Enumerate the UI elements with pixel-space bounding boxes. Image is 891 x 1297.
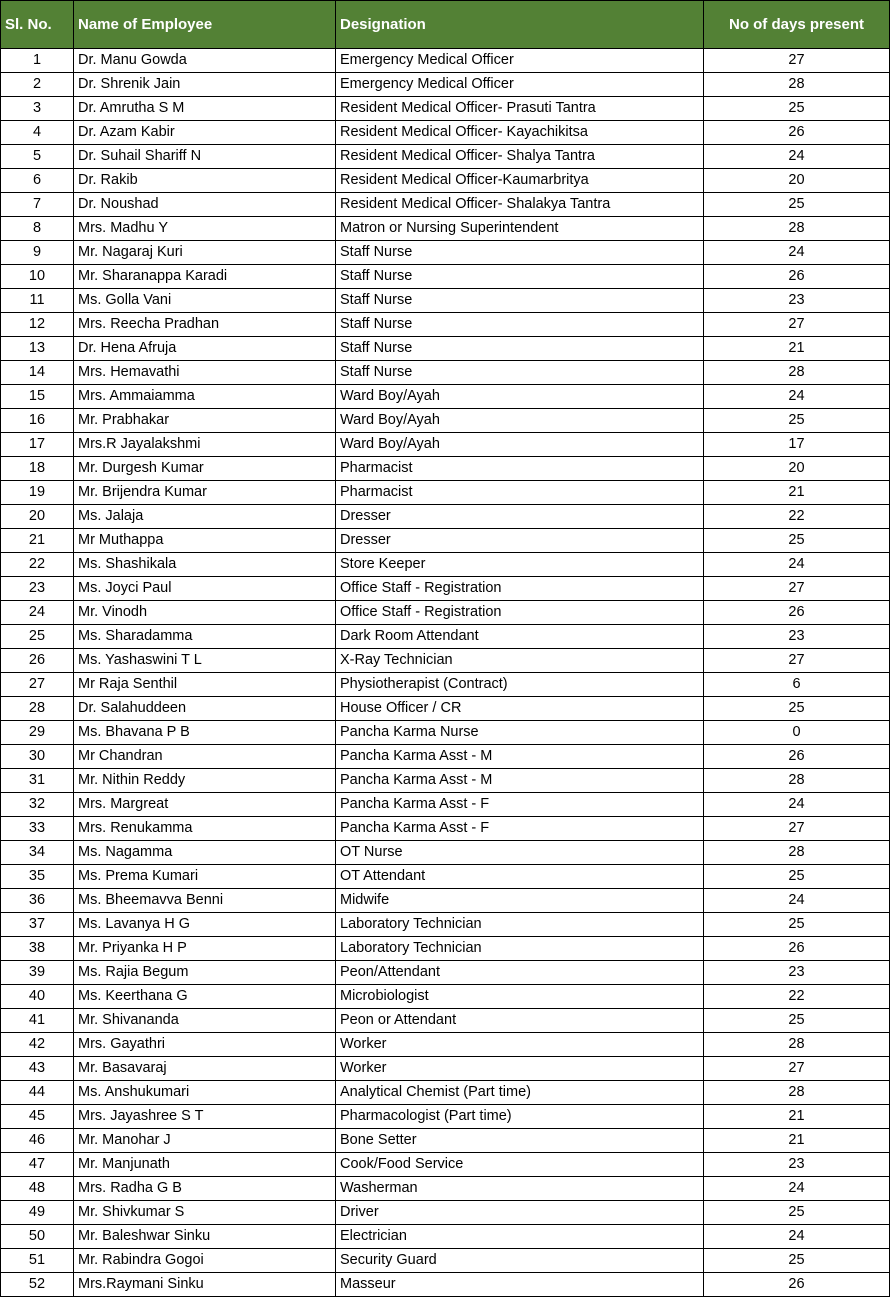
table-row <box>1 1081 890 1105</box>
cell-employee-name: Ms. Prema Kumari <box>74 865 336 889</box>
cell-days-present: 25 <box>704 409 890 433</box>
table-row <box>1 913 890 937</box>
cell-days-present: 21 <box>704 337 890 361</box>
cell-days-present: 24 <box>704 241 890 265</box>
cell-designation: Worker <box>336 1033 704 1057</box>
cell-days-present: 20 <box>704 457 890 481</box>
cell-sl-no: 24 <box>1 601 74 625</box>
table-row <box>1 961 890 985</box>
cell-designation: Worker <box>336 1057 704 1081</box>
cell-employee-name: Dr. Salahuddeen <box>74 697 336 721</box>
table-body <box>1 49 890 1297</box>
cell-designation: Pancha Karma Nurse <box>336 721 704 745</box>
table-row <box>1 1009 890 1033</box>
cell-sl-no: 42 <box>1 1033 74 1057</box>
table-row <box>1 385 890 409</box>
table-row <box>1 985 890 1009</box>
cell-employee-name: Ms. Yashaswini T L <box>74 649 336 673</box>
table-row <box>1 97 890 121</box>
cell-days-present: 17 <box>704 433 890 457</box>
cell-days-present: 28 <box>704 769 890 793</box>
cell-sl-no: 32 <box>1 793 74 817</box>
cell-employee-name: Mrs. Reecha Pradhan <box>74 313 336 337</box>
cell-sl-no: 5 <box>1 145 74 169</box>
cell-days-present: 26 <box>704 1273 890 1297</box>
cell-sl-no: 20 <box>1 505 74 529</box>
cell-sl-no: 22 <box>1 553 74 577</box>
header-employee-name: Name of Employee <box>74 1 336 49</box>
table-header <box>1 1 890 49</box>
cell-days-present: 25 <box>704 1201 890 1225</box>
cell-sl-no: 8 <box>1 217 74 241</box>
cell-days-present: 21 <box>704 1105 890 1129</box>
cell-sl-no: 43 <box>1 1057 74 1081</box>
table-row <box>1 865 890 889</box>
table-row <box>1 889 890 913</box>
cell-designation: Dark Room Attendant <box>336 625 704 649</box>
cell-sl-no: 4 <box>1 121 74 145</box>
cell-sl-no: 51 <box>1 1249 74 1273</box>
cell-employee-name: Mr Raja Senthil <box>74 673 336 697</box>
table-row <box>1 721 890 745</box>
cell-sl-no: 15 <box>1 385 74 409</box>
cell-employee-name: Ms. Jalaja <box>74 505 336 529</box>
cell-days-present: 23 <box>704 289 890 313</box>
table-row <box>1 1033 890 1057</box>
table-row <box>1 193 890 217</box>
cell-designation: Matron or Nursing Superintendent <box>336 217 704 241</box>
table-row <box>1 793 890 817</box>
cell-designation: Microbiologist <box>336 985 704 1009</box>
cell-days-present: 6 <box>704 673 890 697</box>
cell-sl-no: 28 <box>1 697 74 721</box>
cell-designation: Pancha Karma Asst - M <box>336 769 704 793</box>
cell-employee-name: Ms. Bheemavva Benni <box>74 889 336 913</box>
header-row <box>1 1 890 49</box>
table-row <box>1 505 890 529</box>
cell-sl-no: 34 <box>1 841 74 865</box>
table-row <box>1 769 890 793</box>
cell-sl-no: 1 <box>1 49 74 73</box>
cell-days-present: 26 <box>704 265 890 289</box>
table-row <box>1 745 890 769</box>
cell-sl-no: 50 <box>1 1225 74 1249</box>
cell-designation: Ward Boy/Ayah <box>336 385 704 409</box>
cell-designation: Driver <box>336 1201 704 1225</box>
cell-sl-no: 18 <box>1 457 74 481</box>
cell-sl-no: 52 <box>1 1273 74 1297</box>
cell-sl-no: 38 <box>1 937 74 961</box>
cell-sl-no: 21 <box>1 529 74 553</box>
cell-days-present: 26 <box>704 937 890 961</box>
cell-designation: Peon or Attendant <box>336 1009 704 1033</box>
cell-designation: Resident Medical Officer- Shalya Tantra <box>336 145 704 169</box>
cell-employee-name: Ms. Sharadamma <box>74 625 336 649</box>
cell-employee-name: Dr. Noushad <box>74 193 336 217</box>
table-row <box>1 673 890 697</box>
cell-employee-name: Mr. Brijendra Kumar <box>74 481 336 505</box>
cell-designation: Staff Nurse <box>336 313 704 337</box>
cell-designation: OT Nurse <box>336 841 704 865</box>
cell-designation: Masseur <box>336 1273 704 1297</box>
cell-days-present: 25 <box>704 913 890 937</box>
table-row <box>1 241 890 265</box>
cell-employee-name: Mr. Durgesh Kumar <box>74 457 336 481</box>
table-row <box>1 169 890 193</box>
cell-employee-name: Ms. Nagamma <box>74 841 336 865</box>
cell-designation: Office Staff - Registration <box>336 601 704 625</box>
cell-sl-no: 36 <box>1 889 74 913</box>
table-row <box>1 529 890 553</box>
cell-days-present: 24 <box>704 1177 890 1201</box>
cell-designation: Pancha Karma Asst - F <box>336 817 704 841</box>
cell-sl-no: 47 <box>1 1153 74 1177</box>
cell-employee-name: Ms. Golla Vani <box>74 289 336 313</box>
cell-designation: House Officer / CR <box>336 697 704 721</box>
cell-designation: Staff Nurse <box>336 265 704 289</box>
table-row <box>1 625 890 649</box>
cell-sl-no: 39 <box>1 961 74 985</box>
cell-sl-no: 27 <box>1 673 74 697</box>
cell-employee-name: Ms. Shashikala <box>74 553 336 577</box>
cell-employee-name: Dr. Azam Kabir <box>74 121 336 145</box>
cell-designation: Pancha Karma Asst - M <box>336 745 704 769</box>
cell-sl-no: 33 <box>1 817 74 841</box>
cell-designation: Staff Nurse <box>336 337 704 361</box>
cell-sl-no: 48 <box>1 1177 74 1201</box>
cell-sl-no: 25 <box>1 625 74 649</box>
cell-designation: Peon/Attendant <box>336 961 704 985</box>
cell-designation: Staff Nurse <box>336 361 704 385</box>
cell-employee-name: Mrs. Ammaiamma <box>74 385 336 409</box>
cell-days-present: 24 <box>704 1225 890 1249</box>
cell-sl-no: 2 <box>1 73 74 97</box>
table-row <box>1 1129 890 1153</box>
cell-sl-no: 45 <box>1 1105 74 1129</box>
table-row <box>1 1225 890 1249</box>
cell-employee-name: Dr. Hena Afruja <box>74 337 336 361</box>
cell-employee-name: Ms. Rajia Begum <box>74 961 336 985</box>
cell-sl-no: 3 <box>1 97 74 121</box>
cell-designation: Resident Medical Officer- Prasuti Tantra <box>336 97 704 121</box>
cell-days-present: 25 <box>704 1009 890 1033</box>
table-row <box>1 145 890 169</box>
cell-days-present: 20 <box>704 169 890 193</box>
cell-employee-name: Ms. Bhavana P B <box>74 721 336 745</box>
cell-designation: Cook/Food Service <box>336 1153 704 1177</box>
cell-designation: Resident Medical Officer- Shalakya Tantra <box>336 193 704 217</box>
cell-designation: Resident Medical Officer-Kaumarbritya <box>336 169 704 193</box>
cell-employee-name: Mr. Vinodh <box>74 601 336 625</box>
table-row <box>1 73 890 97</box>
cell-designation: Security Guard <box>336 1249 704 1273</box>
cell-days-present: 22 <box>704 505 890 529</box>
cell-days-present: 28 <box>704 1033 890 1057</box>
cell-designation: Bone Setter <box>336 1129 704 1153</box>
cell-employee-name: Mr. Manjunath <box>74 1153 336 1177</box>
cell-employee-name: Ms. Joyci Paul <box>74 577 336 601</box>
cell-employee-name: Mr. Shivananda <box>74 1009 336 1033</box>
table-row <box>1 1201 890 1225</box>
cell-employee-name: Mr. Baleshwar Sinku <box>74 1225 336 1249</box>
cell-sl-no: 16 <box>1 409 74 433</box>
cell-designation: Pancha Karma Asst - F <box>336 793 704 817</box>
cell-designation: Ward Boy/Ayah <box>336 433 704 457</box>
cell-employee-name: Mrs.R Jayalakshmi <box>74 433 336 457</box>
cell-employee-name: Mrs. Radha G B <box>74 1177 336 1201</box>
cell-employee-name: Mr Chandran <box>74 745 336 769</box>
cell-designation: Emergency Medical Officer <box>336 73 704 97</box>
table-row <box>1 841 890 865</box>
cell-designation: Electrician <box>336 1225 704 1249</box>
cell-days-present: 28 <box>704 361 890 385</box>
table-row <box>1 1153 890 1177</box>
cell-designation: Pharmacist <box>336 457 704 481</box>
cell-sl-no: 31 <box>1 769 74 793</box>
cell-days-present: 28 <box>704 841 890 865</box>
cell-designation: Washerman <box>336 1177 704 1201</box>
header-sl-no: Sl. No. <box>1 1 74 49</box>
cell-sl-no: 26 <box>1 649 74 673</box>
cell-employee-name: Dr. Suhail Shariff N <box>74 145 336 169</box>
cell-designation: Ward Boy/Ayah <box>336 409 704 433</box>
table-row <box>1 289 890 313</box>
cell-days-present: 22 <box>704 985 890 1009</box>
cell-sl-no: 14 <box>1 361 74 385</box>
table-row <box>1 313 890 337</box>
cell-days-present: 25 <box>704 697 890 721</box>
cell-designation: Emergency Medical Officer <box>336 49 704 73</box>
cell-sl-no: 40 <box>1 985 74 1009</box>
cell-employee-name: Mrs. Gayathri <box>74 1033 336 1057</box>
table-row <box>1 1273 890 1297</box>
cell-employee-name: Mrs. Madhu Y <box>74 217 336 241</box>
table-row <box>1 1249 890 1273</box>
cell-designation: Physiotherapist (Contract) <box>336 673 704 697</box>
cell-sl-no: 49 <box>1 1201 74 1225</box>
cell-designation: Dresser <box>336 505 704 529</box>
cell-designation: OT Attendant <box>336 865 704 889</box>
cell-designation: Staff Nurse <box>336 289 704 313</box>
cell-designation: Store Keeper <box>336 553 704 577</box>
cell-days-present: 26 <box>704 745 890 769</box>
table-row <box>1 553 890 577</box>
cell-designation: Laboratory Technician <box>336 937 704 961</box>
cell-sl-no: 30 <box>1 745 74 769</box>
cell-days-present: 25 <box>704 865 890 889</box>
cell-employee-name: Dr. Shrenik Jain <box>74 73 336 97</box>
cell-days-present: 28 <box>704 1081 890 1105</box>
table-row <box>1 1105 890 1129</box>
cell-days-present: 28 <box>704 73 890 97</box>
cell-days-present: 27 <box>704 817 890 841</box>
table-row <box>1 49 890 73</box>
cell-days-present: 25 <box>704 529 890 553</box>
cell-days-present: 27 <box>704 313 890 337</box>
cell-sl-no: 6 <box>1 169 74 193</box>
table-row <box>1 937 890 961</box>
cell-employee-name: Mr. Manohar J <box>74 1129 336 1153</box>
table-row <box>1 697 890 721</box>
cell-employee-name: Mr. Nithin Reddy <box>74 769 336 793</box>
cell-employee-name: Ms. Anshukumari <box>74 1081 336 1105</box>
cell-employee-name: Mr. Shivkumar S <box>74 1201 336 1225</box>
cell-designation: Pharmacologist (Part time) <box>336 1105 704 1129</box>
cell-employee-name: Mrs. Jayashree S T <box>74 1105 336 1129</box>
cell-days-present: 0 <box>704 721 890 745</box>
cell-days-present: 27 <box>704 49 890 73</box>
cell-sl-no: 19 <box>1 481 74 505</box>
cell-employee-name: Mr Muthappa <box>74 529 336 553</box>
cell-sl-no: 10 <box>1 265 74 289</box>
table-row <box>1 1177 890 1201</box>
cell-employee-name: Mrs. Hemavathi <box>74 361 336 385</box>
cell-days-present: 28 <box>704 217 890 241</box>
cell-employee-name: Dr. Amrutha S M <box>74 97 336 121</box>
cell-sl-no: 46 <box>1 1129 74 1153</box>
table-row <box>1 121 890 145</box>
cell-employee-name: Mr. Nagaraj Kuri <box>74 241 336 265</box>
cell-days-present: 27 <box>704 1057 890 1081</box>
header-days-present: No of days present <box>704 1 890 49</box>
cell-employee-name: Dr. Manu Gowda <box>74 49 336 73</box>
cell-employee-name: Mr. Sharanappa Karadi <box>74 265 336 289</box>
cell-sl-no: 17 <box>1 433 74 457</box>
table-row <box>1 649 890 673</box>
cell-designation: Resident Medical Officer- Kayachikitsa <box>336 121 704 145</box>
cell-designation: Pharmacist <box>336 481 704 505</box>
cell-days-present: 21 <box>704 1129 890 1153</box>
cell-designation: Staff Nurse <box>336 241 704 265</box>
table-row <box>1 361 890 385</box>
cell-days-present: 27 <box>704 649 890 673</box>
cell-employee-name: Mr. Prabhakar <box>74 409 336 433</box>
cell-days-present: 24 <box>704 385 890 409</box>
cell-sl-no: 7 <box>1 193 74 217</box>
cell-sl-no: 12 <box>1 313 74 337</box>
cell-days-present: 24 <box>704 793 890 817</box>
table-row <box>1 457 890 481</box>
cell-employee-name: Mr. Priyanka H P <box>74 937 336 961</box>
cell-sl-no: 29 <box>1 721 74 745</box>
cell-employee-name: Mrs. Renukamma <box>74 817 336 841</box>
cell-days-present: 23 <box>704 625 890 649</box>
cell-designation: Office Staff - Registration <box>336 577 704 601</box>
cell-days-present: 25 <box>704 193 890 217</box>
cell-days-present: 24 <box>704 889 890 913</box>
cell-designation: Dresser <box>336 529 704 553</box>
cell-designation: Analytical Chemist (Part time) <box>336 1081 704 1105</box>
table-row <box>1 817 890 841</box>
cell-employee-name: Mrs. Margreat <box>74 793 336 817</box>
cell-days-present: 23 <box>704 1153 890 1177</box>
table-row <box>1 265 890 289</box>
cell-designation: Midwife <box>336 889 704 913</box>
cell-days-present: 21 <box>704 481 890 505</box>
cell-days-present: 27 <box>704 577 890 601</box>
cell-sl-no: 41 <box>1 1009 74 1033</box>
cell-employee-name: Dr. Rakib <box>74 169 336 193</box>
table-row <box>1 601 890 625</box>
cell-days-present: 24 <box>704 145 890 169</box>
cell-days-present: 25 <box>704 97 890 121</box>
cell-sl-no: 13 <box>1 337 74 361</box>
table-row <box>1 577 890 601</box>
cell-days-present: 23 <box>704 961 890 985</box>
cell-designation: Laboratory Technician <box>336 913 704 937</box>
cell-employee-name: Ms. Lavanya H G <box>74 913 336 937</box>
cell-employee-name: Mr. Rabindra Gogoi <box>74 1249 336 1273</box>
cell-days-present: 25 <box>704 1249 890 1273</box>
cell-sl-no: 23 <box>1 577 74 601</box>
cell-employee-name: Ms. Keerthana G <box>74 985 336 1009</box>
cell-sl-no: 9 <box>1 241 74 265</box>
table-row <box>1 337 890 361</box>
cell-days-present: 26 <box>704 121 890 145</box>
table-row <box>1 481 890 505</box>
cell-sl-no: 37 <box>1 913 74 937</box>
table-row <box>1 409 890 433</box>
cell-employee-name: Mrs.Raymani Sinku <box>74 1273 336 1297</box>
cell-sl-no: 35 <box>1 865 74 889</box>
cell-days-present: 26 <box>704 601 890 625</box>
cell-days-present: 24 <box>704 553 890 577</box>
table-row <box>1 1057 890 1081</box>
table-row <box>1 217 890 241</box>
cell-employee-name: Mr. Basavaraj <box>74 1057 336 1081</box>
header-designation: Designation <box>336 1 704 49</box>
cell-sl-no: 44 <box>1 1081 74 1105</box>
table-row <box>1 433 890 457</box>
cell-sl-no: 11 <box>1 289 74 313</box>
cell-designation: X-Ray Technician <box>336 649 704 673</box>
